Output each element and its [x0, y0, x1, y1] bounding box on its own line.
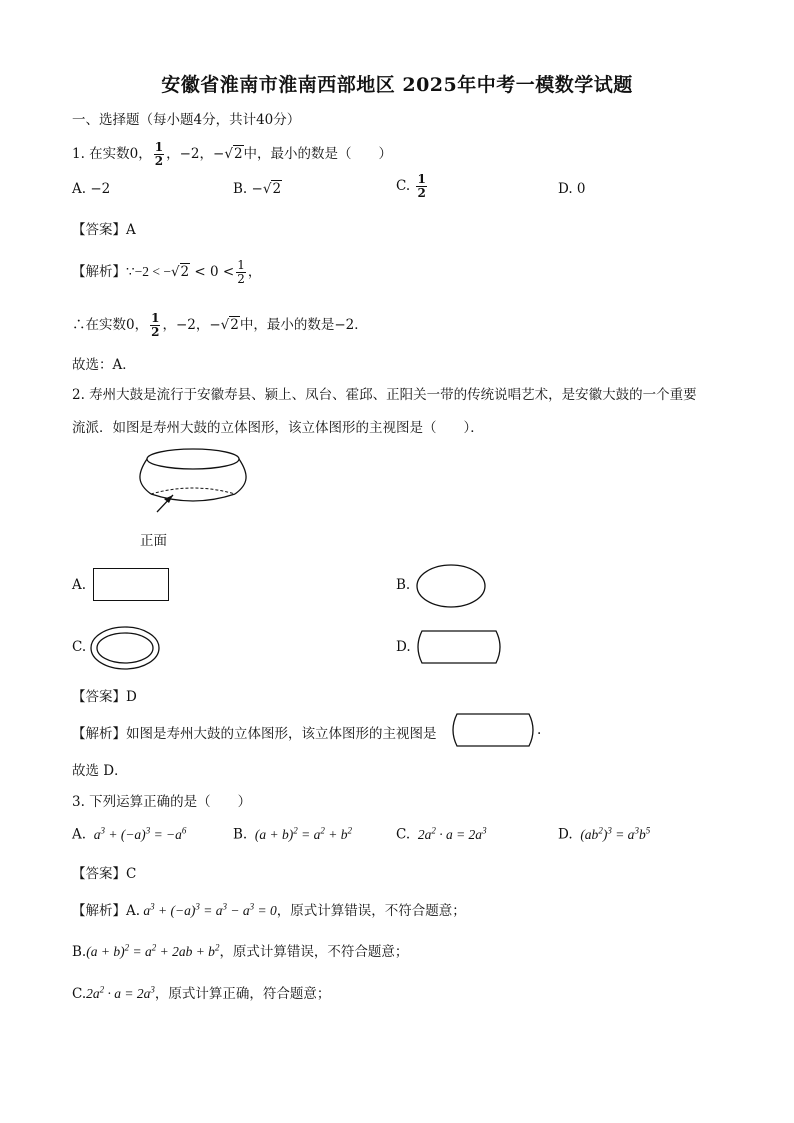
q2-option-d-barrel [414, 628, 504, 666]
q2-option-c-label: C. [72, 639, 87, 655]
q2-option-b-ellipse [414, 562, 490, 610]
q1-option-b-label: B. [233, 181, 248, 197]
q1-option-b-neg: − [251, 181, 263, 197]
q1-frac-num: 1 [154, 140, 164, 154]
q1-therefore-rad: 2 [230, 317, 239, 333]
q2-analysis: 【解析】如图是寿州大鼓的立体图形，该立体图形的主视图是 [72, 726, 437, 742]
q3-option-c-label: C. [396, 826, 411, 843]
q1-therefore-3: 中，最小的数是−2． [239, 317, 368, 333]
q1-mid: ，−2， [166, 146, 214, 162]
q1-therefore-1: ∴在实数0， [72, 317, 149, 333]
q1-sqrt: √2 [224, 146, 243, 162]
q3-analysis-c-expr: $2a^2 \cdot a = 2a^3$ [86, 984, 155, 1001]
q2-choose: 故选 D． [72, 763, 128, 779]
q1-therefore-2: ，−2，− [162, 317, 221, 333]
q3-option-d-label: D. [558, 826, 573, 843]
question-1-stem [72, 135, 392, 173]
q2-option-d-label: D. [396, 639, 411, 655]
q3-analysis-b [72, 940, 408, 960]
q1-option-c-fraction [416, 173, 426, 200]
q3-option-a-label: A. [72, 826, 87, 843]
q1-analysis-fraction [236, 259, 246, 286]
q1-option-b [233, 181, 282, 197]
q1-therefore-den: 2 [151, 325, 160, 339]
q3-option-c [396, 825, 487, 843]
q1-analysis-label: 【解析】 [72, 264, 126, 280]
q3-analysis-c-label: C. [72, 986, 87, 1002]
q1-option-b-rad: 2 [272, 181, 282, 197]
q1-answer: 【答案】A [72, 222, 136, 238]
q3-analysis-a-tail: ，原式计算错误，不符合题意； [276, 903, 466, 919]
q1-neg: − [213, 146, 225, 162]
q1-option-c-den: 2 [417, 186, 426, 200]
q1-option-c [396, 173, 429, 200]
q1-option-d: D. 0 [558, 181, 586, 197]
q1-prefix: 1. 在实数0， [72, 146, 152, 162]
q2-stem-line-2: 流派．如图是寿州大鼓的立体图形，该立体图形的主视图是（ ）． [72, 420, 484, 436]
q1-analysis-rad: 2 [180, 264, 190, 280]
q3-analysis-a-expr: $a^3 + (-a)^3 = a^3 - a^3 = 0$ [140, 901, 277, 918]
q3-option-a [72, 825, 186, 843]
q3-option-b-expr: $(a + b)^2 = a^2 + b^2$ [251, 825, 352, 842]
q1-option-c-num: 1 [417, 172, 426, 186]
q3-analysis-a-label: 【解析】A. [72, 903, 141, 919]
q3-option-b [233, 825, 352, 843]
q2-analysis-end: . [537, 722, 542, 738]
q1-analysis [72, 252, 261, 292]
page-title: 安徽省淮南市淮南西部地区 2025年中考一模数学试题 [161, 74, 633, 96]
q1-option-b-sqrt: √2 [262, 181, 282, 197]
q3-option-b-label: B. [233, 826, 248, 843]
q1-therefore [72, 308, 368, 342]
q1-analysis-sqrt: √2 [170, 264, 190, 280]
q3-analysis-b-expr: $(a + b)^2 = a^2 + 2ab + b^2$ [86, 942, 220, 959]
q2-stem-line-1: 2. 寿州大鼓是流行于安徽寿县、颍上、凤台、霍邱、正阳关一带的传统说唱艺术，是安徽大鼓的一个重要 [72, 387, 697, 403]
q1-option-c-label: C. [396, 178, 411, 194]
section-heading: 一、选择题（每小题4分，共计40分） [72, 112, 301, 128]
q1-analysis-end: ， [247, 264, 262, 280]
q2-option-b-label: B. [396, 577, 411, 593]
q3-analysis-c [72, 982, 330, 1002]
q3-analysis-b-label: B. [72, 944, 87, 960]
q1-analysis-body-2: < 0 < [190, 264, 235, 280]
q3-stem: 3. 下列运算正确的是（ ） [72, 794, 252, 810]
q3-answer: 【答案】C [72, 866, 137, 882]
q2-answer: 【答案】D [72, 689, 137, 705]
q1-choose: 故选：A． [72, 357, 136, 373]
q1-rad: 2 [233, 146, 243, 162]
q3-analysis-a [72, 899, 466, 919]
q3-option-d [558, 825, 650, 843]
q1-analysis-body-1: ∵−2 < − [126, 264, 171, 279]
q1-suffix: 中，最小的数是（ ） [243, 146, 393, 162]
q1-therefore-num: 1 [151, 311, 160, 325]
q3-option-c-expr: $2a^2 \cdot a = 2a^3$ [414, 825, 487, 842]
q1-analysis-den: 2 [237, 272, 245, 286]
q3-option-d-expr: $(ab^2)^3 = a^3b^5$ [576, 825, 651, 842]
q2-option-c-double-ellipse [89, 625, 163, 671]
q1-therefore-fraction [150, 312, 160, 339]
q3-option-a-expr: $a^3 + (-a)^3 = -a^6$ [90, 825, 187, 842]
q3-analysis-b-tail: ，原式计算错误，不符合题意； [219, 944, 409, 960]
q2-option-a-label: A. [72, 577, 87, 593]
q1-analysis-num: 1 [237, 258, 245, 272]
q1-option-a: A. −2 [72, 181, 111, 197]
q2-option-a-rectangle [93, 568, 169, 601]
q2-analysis-barrel [449, 712, 537, 748]
q3-analysis-c-tail: ，原式计算正确，符合题意； [154, 986, 331, 1002]
front-view-label: 正面 [140, 533, 167, 549]
q1-therefore-sqrt: √2 [220, 317, 239, 333]
q1-frac-den: 2 [154, 154, 164, 168]
drum-3d-figure [135, 442, 255, 522]
q1-fraction [154, 141, 164, 168]
